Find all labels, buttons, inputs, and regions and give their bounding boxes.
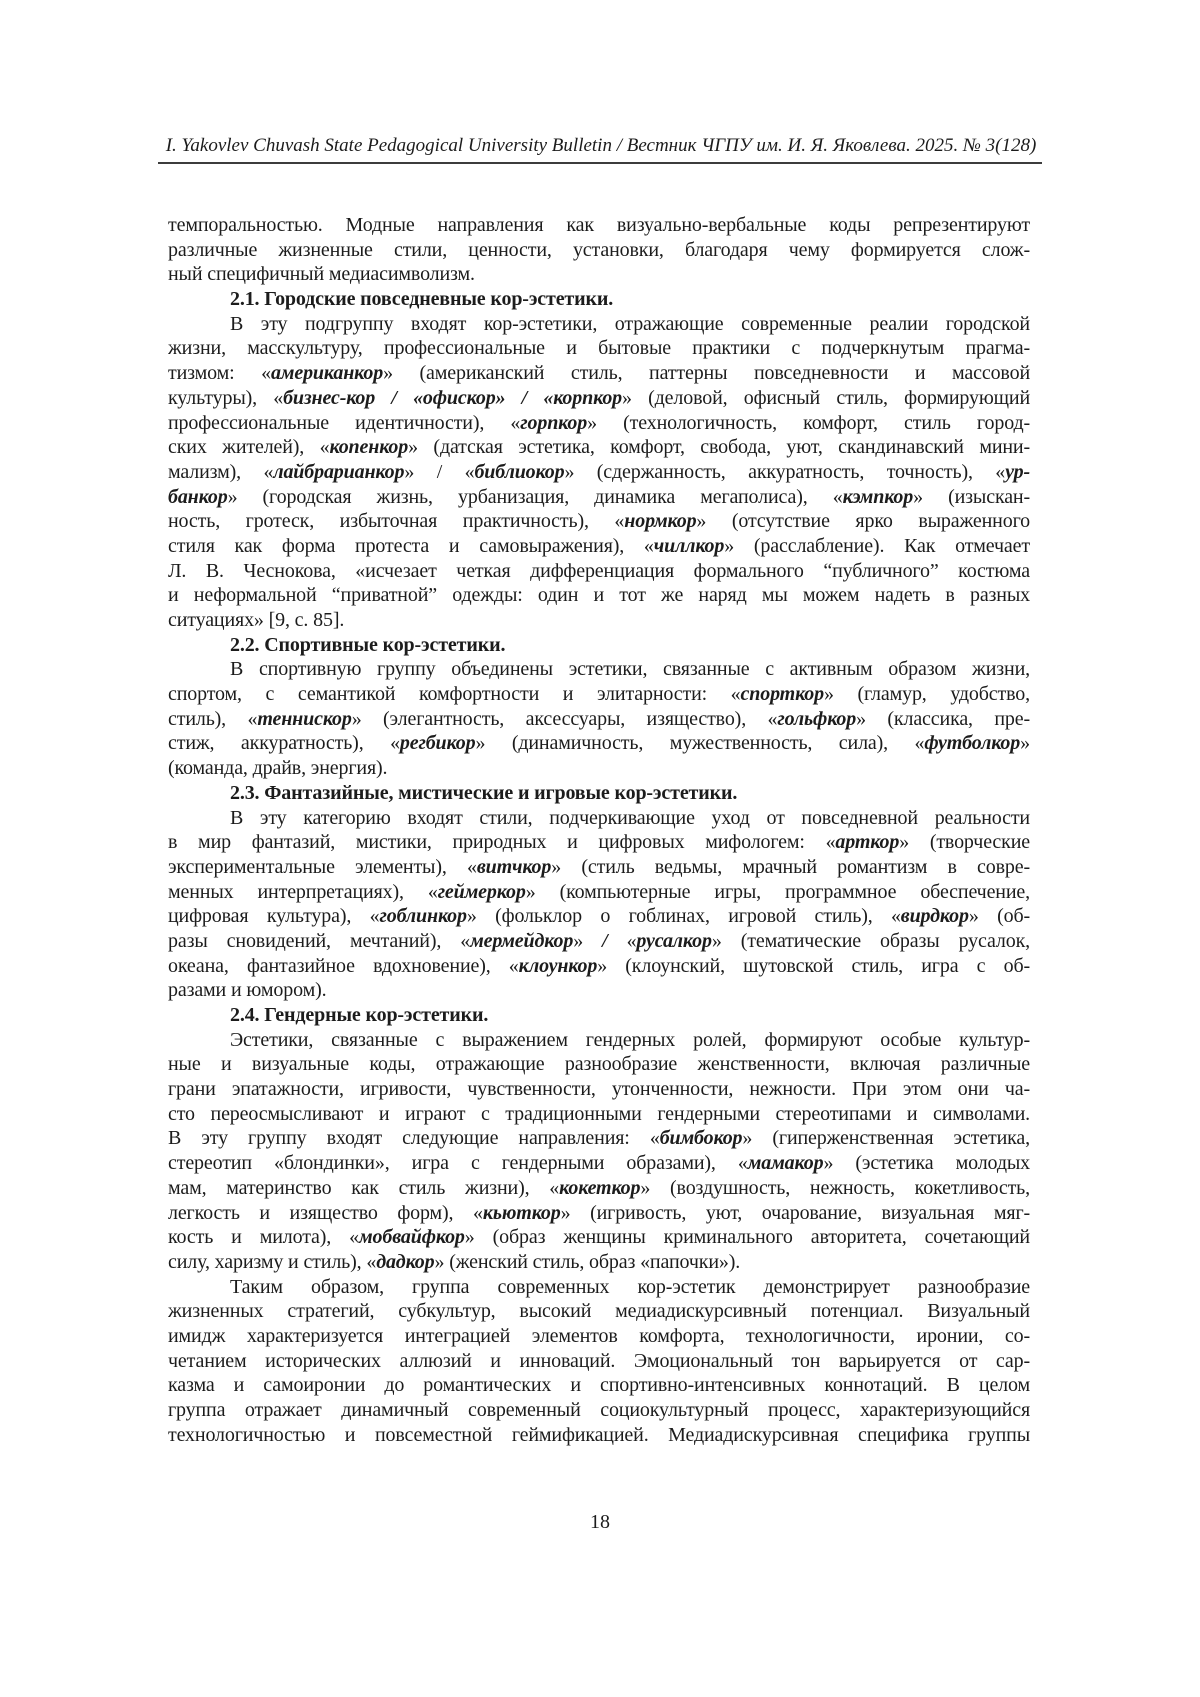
text-line: мам, материнство как стиль жизни), «кокеткор» (воздушность, нежность, кокетливость, (168, 1176, 1030, 1199)
text-line: цифровая культура), «гоблинкор» (фольклор о гоблинах, игровой стиль), «вирдкор» (об- (168, 905, 1030, 928)
text-line: силу, харизму и стиль), «дадкор» (женский стиль, образ «папочки»). (168, 1250, 741, 1273)
section-heading: 2.2. Спортивные кор-эстетики. (230, 633, 506, 656)
text-line: разами и юмором). (168, 979, 327, 1002)
text-line: В эту группу входят следующие направления: «бимбокор» (гиперженственная эстетика, (168, 1127, 1030, 1150)
paragraph (168, 657, 1030, 780)
text-line: ситуациях» [9, с. 85]. (168, 609, 345, 631)
text-line: профессиональные идентичности), «горпкор» (технологичность, комфорт, стиль город- (168, 411, 1030, 434)
text-line: темпоральностью. Модные направления как визуально-вербальные коды репрезентируют (168, 214, 1030, 236)
text-line: жизненных стратегий, субкультур, высокий медиадискурсивный потенциал. Визуальный (168, 1300, 1030, 1323)
text-line: спортом, с семантикой комфортности и элитарности: «спорткор» (гламур, удобство, (168, 683, 1030, 706)
text-line: четанием исторических аллюзий и инноваций. Эмоциональный тон варьируется от сар- (168, 1349, 1030, 1372)
text-line: стереотип «блондинки», игра с гендерными образами), «мамакор» (эстетика молодых (168, 1152, 1030, 1175)
text-line: В эту подгруппу входят кор-эстетики, отражающие современные реалии городской (230, 312, 1030, 335)
text-line: ность, гротеск, избыточная практичность), «нормкор» (отсутствие ярко выраженного (168, 510, 1030, 533)
text-line: сто переосмысливают и играют с традиционными гендерными стереотипами и символами. (168, 1102, 1030, 1125)
text-line: океана, фантазийное вдохновение), «клоункор» (клоунский, шутовской стиль, игра с об- (168, 954, 1030, 977)
text-line: Л. В. Чеснокова, «исчезает четкая дифференциация формального “публичного” костюма (168, 559, 1030, 582)
text-line: грани эпатажности, игривости, чувственности, утонченности, нежности. При этом они ча- (168, 1078, 1030, 1101)
text-line: ный специфичный медиасимволизм. (168, 263, 475, 286)
text-line: в мир фантазий, мистики, природных и цифровых мифологем: «арткор» (творческие (168, 831, 1030, 854)
section-heading: 2.3. Фантазийные, мистические и игровые кор-эстетики. (230, 781, 738, 804)
text-line: Таким образом, группа современных кор-эстетик демонстрирует разнообразие (230, 1275, 1030, 1298)
text-line: жизни, масскультуру, профессиональные и бытовые практики с подчеркнутым прагма- (168, 337, 1030, 360)
text-line: ских жителей), «копенкор» (датская эстетика, комфорт, свобода, уют, скандинавский мини- (168, 436, 1030, 459)
paragraph (168, 312, 1030, 633)
text-line: легкость и изящество форм), «кьюткор» (игривость, уют, очарование, визуальная мяг- (168, 1201, 1030, 1224)
text-line: и неформальной “приватной” одежды: один и тот же наряд мы можем надеть в разных (168, 584, 1030, 607)
page-body (168, 213, 1030, 1447)
section-heading: 2.1. Городские повседневные кор-эстетики. (230, 288, 614, 311)
text-line: экспериментальные элементы), «витчкор» (стиль ведьмы, мрачный романтизм в совре- (168, 855, 1030, 878)
section-heading: 2.4. Гендерные кор-эстетики. (230, 1004, 489, 1026)
text-line: банкор» (городская жизнь, урбанизация, динамика мегаполиса), «кэмпкор» (изыскан- (168, 485, 1030, 508)
running-header: I. Yakovlev Chuvash State Pedagogical University Bulletin / Вестник ЧГПУ им. И. Я. Яковлева. 2025. № 3(128) (165, 135, 1037, 156)
text-line: имидж характеризуется интеграцией элементов комфорта, технологичности, иронии, со- (168, 1324, 1030, 1347)
text-line: мализм), «лайбрарианкор» / «библиокор» (сдержанность, аккуратность, точность), «ур- (168, 460, 1030, 483)
text-line: различные жизненные стили, ценности, установки, благодаря чему формируется слож- (168, 238, 1030, 261)
page-number: 18 (590, 1511, 610, 1533)
text-line: тизмом: «американкор» (американский стиль, паттерны повседневности и массовой (168, 362, 1030, 385)
text-line: (команда, драйв, энергия). (168, 757, 388, 780)
text-line: менных интерпретациях), «геймеркор» (компьютерные игры, программное обеспечение, (168, 880, 1030, 903)
paragraph (168, 806, 1030, 1004)
text-line: ные и визуальные коды, отражающие разнообразие женственности, включая различные (168, 1053, 1030, 1076)
header-rule (158, 162, 1042, 164)
text-line: технологичностью и повсеместной геймификацией. Медиадискурсивная специфика группы (168, 1423, 1030, 1446)
text-line: группа отражает динамичный современный социокультурный процесс, характеризующийся (168, 1399, 1030, 1421)
text-line: культуры), «бизнес-кор / «офискор» / «корпкор» (деловой, офисный стиль, формирующий (168, 386, 1030, 409)
text-line: Эстетики, связанные с выражением гендерных ролей, формируют особые культур- (230, 1028, 1030, 1051)
paragraph (168, 213, 1030, 287)
text-line: кость и милота), «мобвайфкор» (образ женщины криминального авторитета, сочетающий (168, 1226, 1030, 1249)
text-line: стиля как форма протеста и самовыражения), «чиллкор» (расслабление). Как отмечает (168, 534, 1030, 557)
text-line: стиж, аккуратность), «регбикор» (динамичность, мужественность, сила), «футболкор» (168, 732, 1030, 755)
text-line: стиль), «теннискор» (элегантность, аксессуары, изящество), «гольфкор» (классика, пре- (168, 707, 1030, 730)
paragraph (168, 1275, 1030, 1448)
paragraph (168, 1028, 1030, 1275)
text-line: разы сновидений, мечтаний), «мермейдкор» / «русалкор» (тематические образы русалок, (168, 929, 1030, 952)
text-line: В эту категорию входят стили, подчеркивающие уход от повседневной реальности (230, 806, 1030, 829)
text-line: В спортивную группу объединены эстетики, связанные с активным образом жизни, (230, 658, 1030, 681)
text-line: казма и самоиронии до романтических и спортивно-интенсивных коннотаций. В целом (168, 1374, 1030, 1397)
